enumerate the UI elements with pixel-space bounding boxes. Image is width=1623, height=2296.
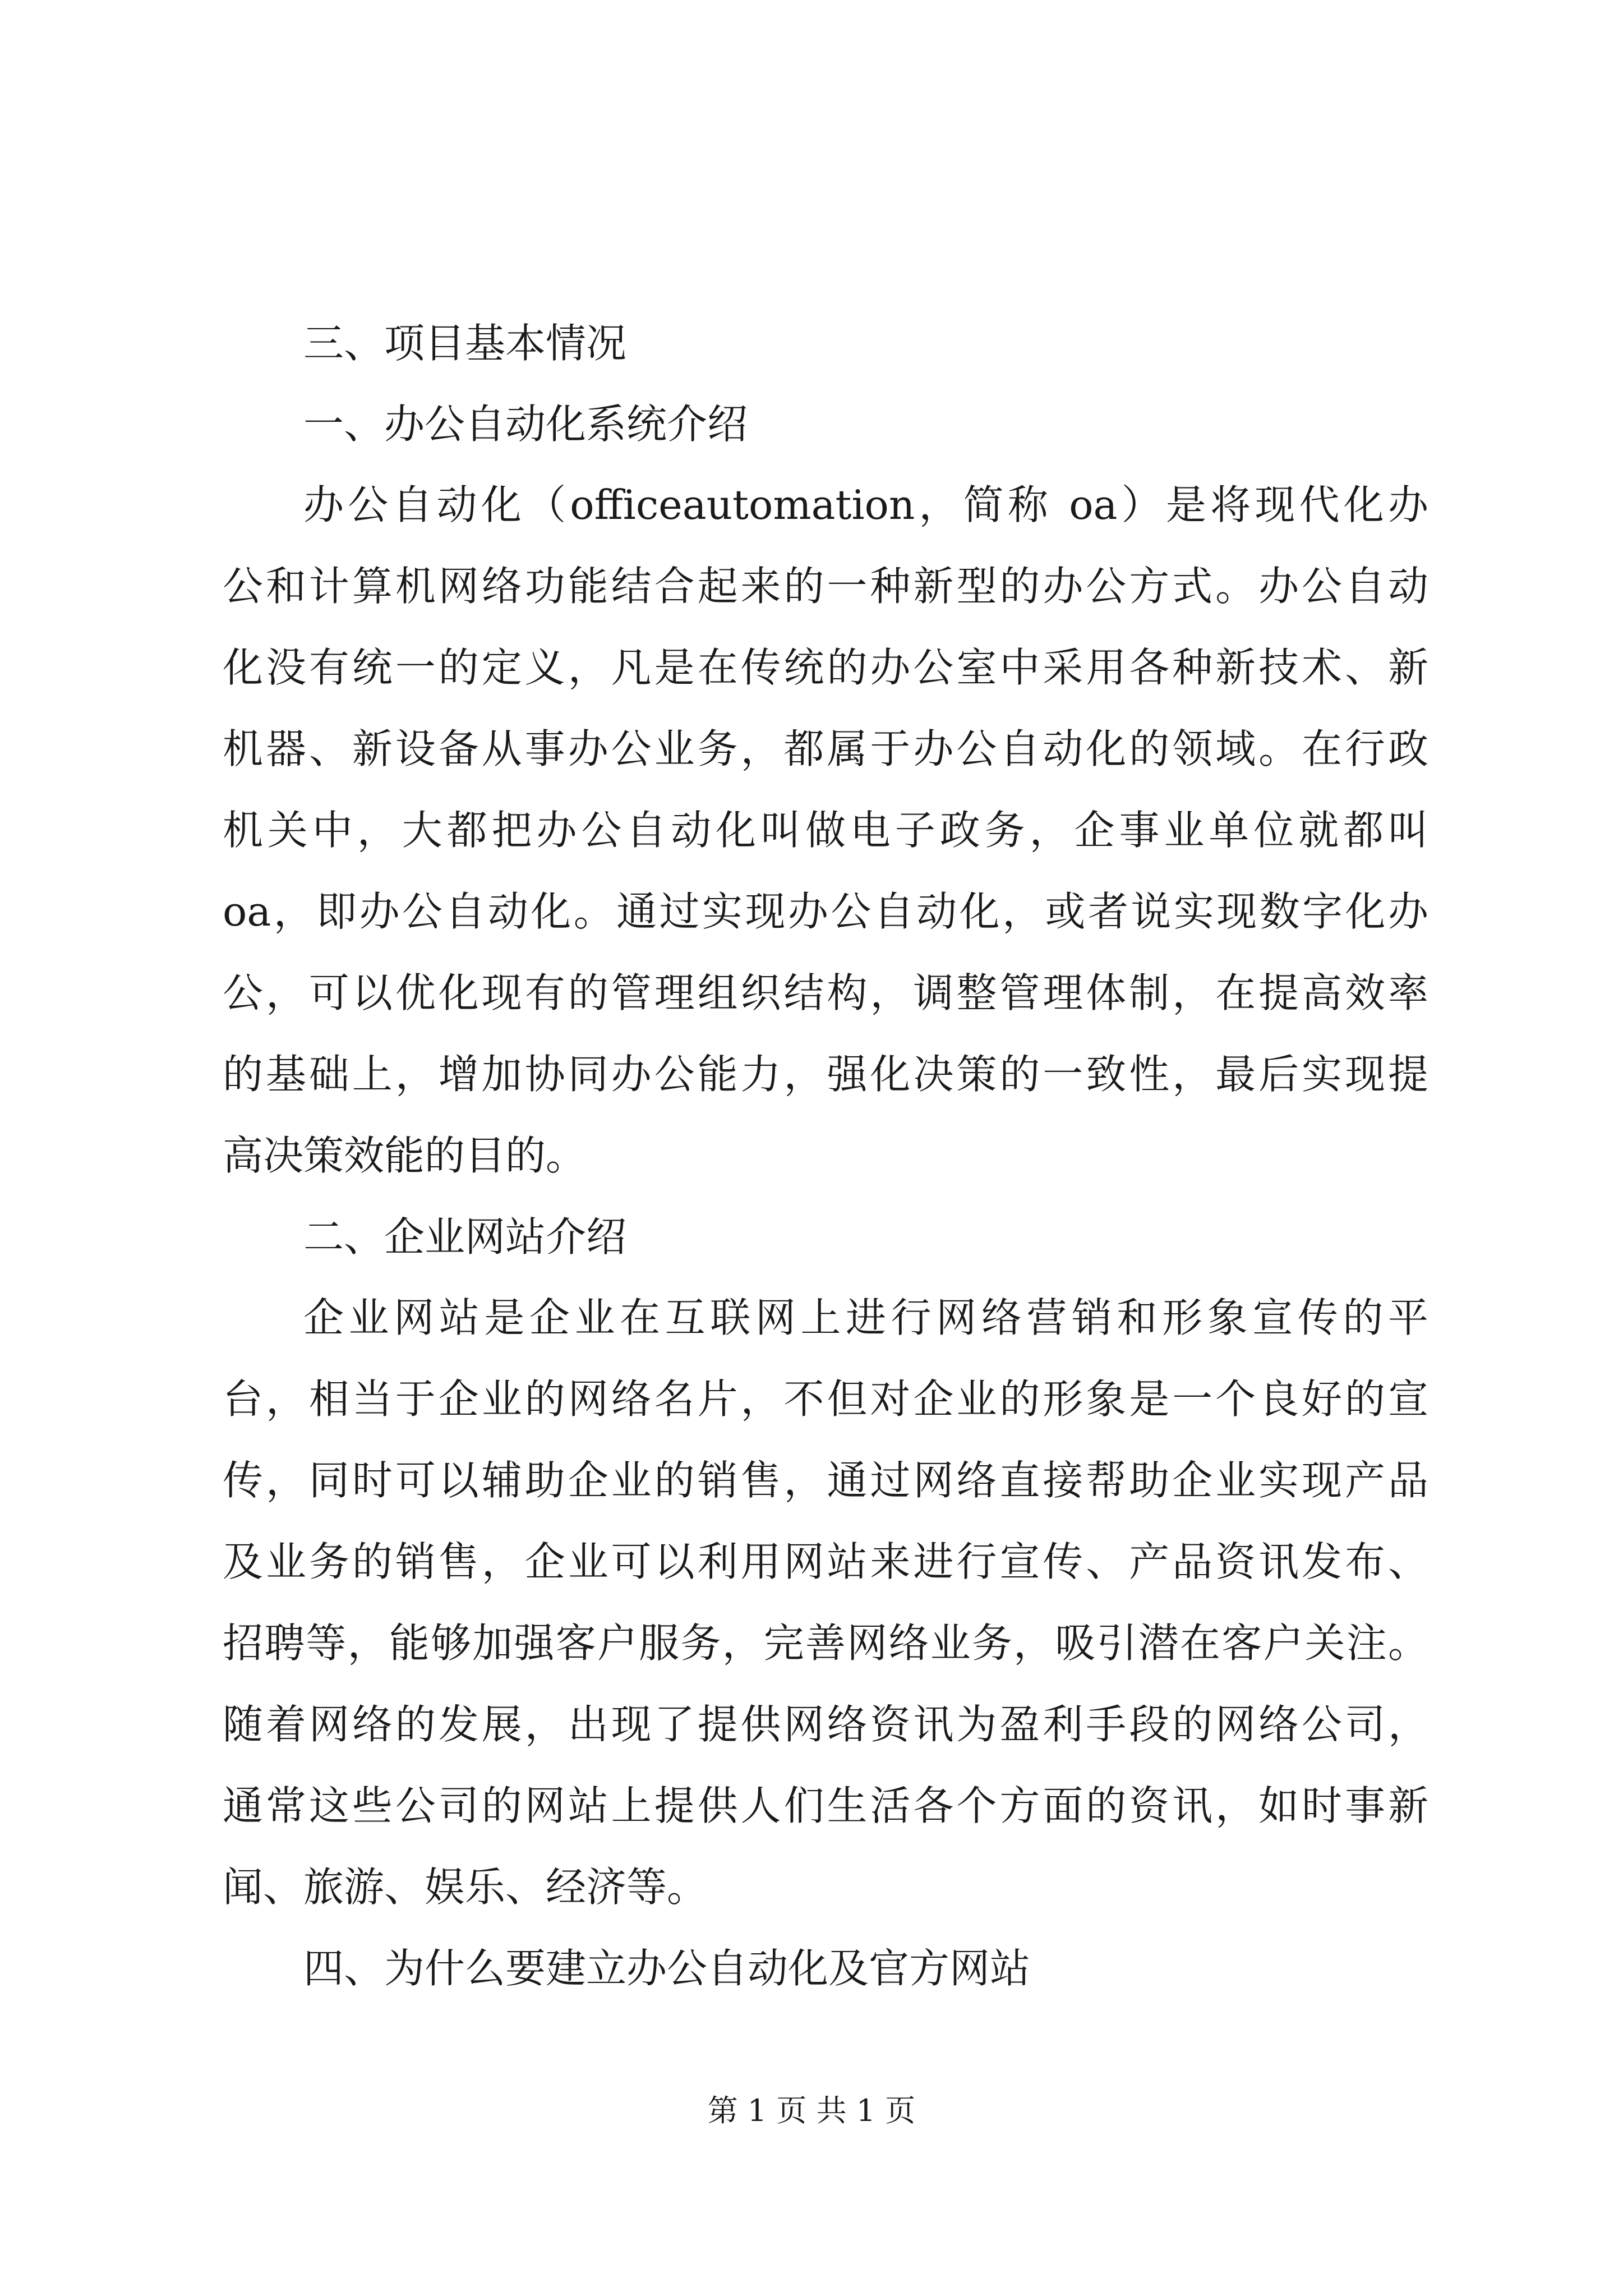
paragraph-line: 招聘等，能够加强客户服务，完善网络业务，吸引潜在客户关注。	[223, 1619, 1428, 1667]
paragraph-oa-intro	[223, 464, 1428, 1197]
subsection-heading-website-intro: 二、企业网站介绍	[303, 1213, 627, 1260]
section-heading-why-build: 四、为什么要建立办公自动化及官方网站	[303, 1945, 1031, 1992]
paragraph-line: 化没有统一的定义，凡是在传统的办公室中采用各种新技术、新	[223, 644, 1428, 691]
paragraph-line: 企业网站是企业在互联网上进行网络营销和形象宣传的平	[303, 1294, 1428, 1341]
document-body	[223, 303, 1428, 2009]
paragraph-line: 随着网络的发展，出现了提供网络资讯为盈利手段的网络公司，	[223, 1701, 1428, 1748]
paragraph-line: 公和计算机网络功能结合起来的一种新型的办公方式。办公自动	[223, 563, 1428, 610]
paragraph-line: 通常这些公司的网站上提供人们生活各个方面的资讯，如时事新	[223, 1782, 1428, 1829]
paragraph-line: 及业务的销售，企业可以利用网站来进行宣传、产品资讯发布、	[223, 1538, 1428, 1585]
section-heading-project-overview: 三、项目基本情况	[303, 320, 627, 367]
paragraph-line: 高决策效能的目的。	[223, 1132, 587, 1179]
paragraph-line: 办公自动化（officeautomation，简称 oa）是将现代化办	[303, 481, 1428, 528]
page-number-footer: 第 1 页 共 1 页	[707, 2093, 916, 2128]
paragraph-line: 公，可以优化现有的管理组织结构，调整管理体制，在提高效率	[223, 969, 1428, 1016]
paragraph-line: 机关中，大都把办公自动化叫做电子政务，企事业单位就都叫	[223, 807, 1428, 854]
paragraph-line: 传，同时可以辅助企业的销售，通过网络直接帮助企业实现产品	[223, 1457, 1428, 1504]
paragraph-website-intro	[223, 1277, 1428, 1928]
paragraph-line: oa，即办公自动化。通过实现办公自动化，或者说实现数字化办	[223, 888, 1428, 935]
paragraph-line: 台，相当于企业的网络名片，不但对企业的形象是一个良好的宣	[223, 1375, 1428, 1423]
paragraph-line: 的基础上，增加协同办公能力，强化决策的一致性，最后实现提	[223, 1051, 1428, 1098]
subsection-heading-oa-intro: 一、办公自动化系统介绍	[303, 401, 748, 448]
paragraph-line: 机器、新设备从事办公业务，都属于办公自动化的领域。在行政	[223, 725, 1428, 772]
paragraph-line: 闻、旅游、娱乐、经济等。	[223, 1864, 708, 1911]
